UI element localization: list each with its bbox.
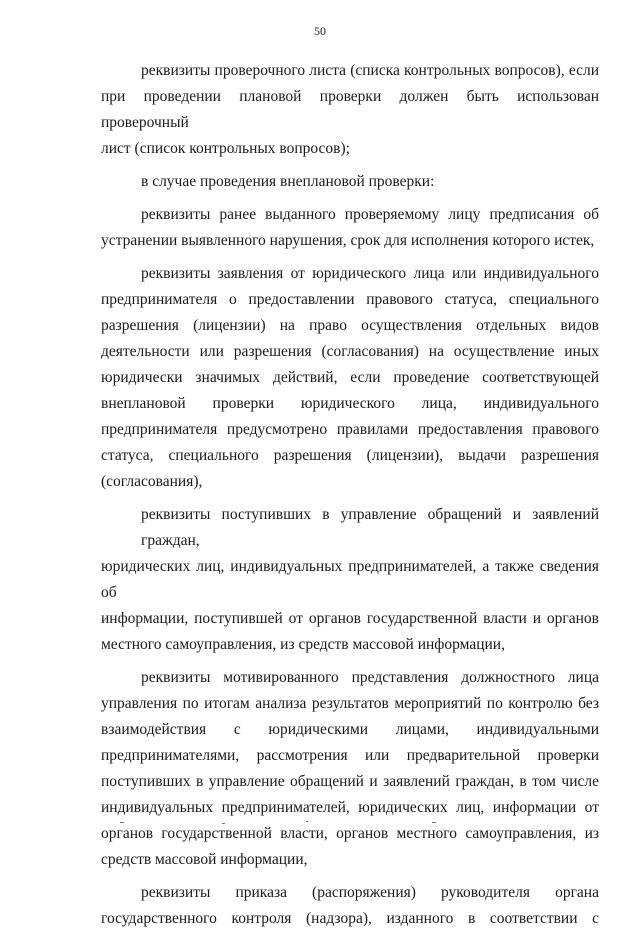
- text-line: устранении выявленного нарушения, срок для исполнения которого истек,: [101, 232, 595, 249]
- paragraph: [101, 169, 599, 195]
- paragraph: [101, 880, 599, 932]
- text-line: информации, поступившей от органов государственной власти и органов: [101, 610, 599, 627]
- text-line: статуса, специального разрешения (лицензии), выдачи разрешения: [101, 447, 599, 464]
- text-line: разрешения (лицензии) на право осуществления отдельных видов: [101, 317, 599, 334]
- paragraph: [101, 261, 599, 495]
- text-line: управления по итогам анализа результатов мероприятий по контролю без: [101, 695, 599, 712]
- text-line: в случае проведения внеплановой проверки:: [141, 173, 435, 190]
- text-line: средств массовой информации,: [101, 851, 308, 868]
- text-line: лист (список контрольных вопросов);: [101, 140, 350, 157]
- text-line: государственного контроля (надзора), изданного в соответствии с: [101, 910, 599, 927]
- text-line: взаимодействия с юридическими лицами, индивидуальными: [101, 721, 599, 738]
- document-body: [101, 58, 599, 932]
- text-line: реквизиты заявления от юридического лица или индивидуального: [141, 265, 599, 282]
- paragraph: [101, 202, 599, 254]
- paragraph: [101, 502, 599, 658]
- text-line: реквизиты проверочного листа (списка контрольных вопросов), если: [141, 62, 599, 79]
- text-line: предпринимателя предусмотрено правилами предоставления правового: [101, 421, 599, 438]
- text-line: реквизиты ранее выданного проверяемому лицу предписания об: [141, 206, 599, 223]
- text-line: индивидуальных предпринимателей, юридических лиц, информации от: [101, 799, 599, 816]
- text-line: при проведении плановой проверки должен быть использован проверочный: [101, 88, 599, 131]
- text-line: поступивших в управление обращений и заявлений граждан, в том числе: [101, 773, 599, 790]
- text-line: деятельности или разрешения (согласования) на осуществление иных: [101, 343, 599, 360]
- text-line: местного самоуправления, из средств массовой информации,: [101, 636, 505, 653]
- text-line: реквизиты поступивших в управление обращений и заявлений граждан,: [141, 506, 599, 549]
- page-number: 50: [314, 24, 326, 38]
- paragraph: [101, 58, 599, 162]
- text-line: внеплановой проверки юридического лица, индивидуального: [101, 395, 599, 412]
- text-line: юридических лиц, индивидуальных предпринимателей, а также сведения об: [101, 558, 599, 601]
- scan-artifacts: [120, 820, 540, 826]
- text-line: реквизиты мотивированного представления должностного лица: [141, 669, 599, 686]
- text-line: реквизиты приказа (распоряжения) руководителя органа: [141, 884, 599, 901]
- text-line: органов государственной власти, органов местного самоуправления, из: [101, 825, 599, 842]
- text-line: юридически значимых действий, если проведение соответствующей: [101, 369, 599, 386]
- text-line: предпринимателя о предоставлении правового статуса, специального: [101, 291, 599, 308]
- text-line: (согласования),: [101, 473, 203, 490]
- paragraph: [101, 665, 599, 873]
- text-line: предпринимателями, рассмотрения или предварительной проверки: [101, 747, 599, 764]
